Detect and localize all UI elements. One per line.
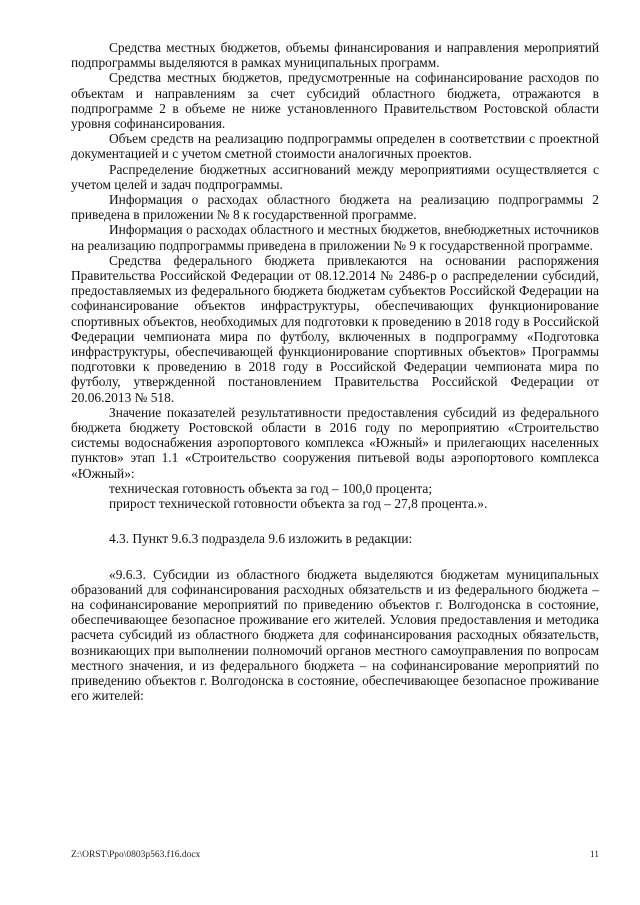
paragraph-performance-indicators: Значение показателей результативности предоставления субсидий из федерального бюджета бюджету Ростовской области в 2016 году по мероприятию «Строительство системы водоснабжения аэропортового комплекса «Южный» и прилегающих населенных пунктов» этап 1.1 «Строительство сооружения питьевой воды аэропортового комплекса «Южный»: [71,404,599,481]
paragraph-cofinancing-local: Средства местных бюджетов, предусмотренные на софинансирование расходов по объектам и направлениям за счет субсидий областного бюджета, отражаются в подпрограмме 2 в объеме не ниже установленного Правительством Ростовской области уровня софинансирования. [71,70,599,132]
paragraph-clause-9-6-3: «9.6.3. Субсидии из областного бюджета выделяются бюджетам муниципальных образований для софинансирования расходных обязательств и из федерального бюджета – на софинансирование мероприятий по приведению объектов г. Волгодонска в состояние, обеспечивающее безопасное проживание его жителей. Условия предоставления и методика расчета субсидий из областного бюджета для софинансирования расходных обязательств, возникающих при выполнении полномочий органов местного самоуправления по вопросам местного значения, и из федерального бюджета – на софинансирование мероприятий по приведению объектов г. Волгодонска в состояние, обеспечивающее безопасное проживание его жителей: [71,566,599,704]
paragraph-federal-funds: Средства федерального бюджета привлекаются на основании распоряжения Правительства Российской Федерации от 08.12.2014 № 2486-р о распределении субсидий, предоставляемых из федерального бюджета бюджетам субъектов Российской Федерации на софинансирование объектов инфраструктуры, обеспечивающих функционирование спортивных объектов, необходимых для подготовки к проведению в 2018 году в Российской Федерации чемпионата мира по футболу, включенных в подпрограмму «Подготовка инфраструктуры, обеспечивающей функционирование спортивных объектов» Программы подготовки к проведению в 2018 году в Российской Федерации чемпионата мира по футболу, утвержденной постановлением Правительства Российской Федерации от 20.06.2013 № 518. [71,252,599,405]
paragraph-regional-expenses: Информация о расходах областного бюджета на реализацию подпрограммы 2 приведена в приложении № 8 к государственной программе. [71,192,599,223]
footer-file-path: Z:\ORST\Ppo\0803p563.f16.docx [71,850,201,860]
footer-page-number: 11 [589,850,599,860]
list-item-readiness-growth: прирост технической готовности объекта за год – 27,8 процента.». [109,496,488,512]
paragraph-allocation: Распределение бюджетных ассигнований между мероприятиями осуществляется с учетом целей и задач подпрограммы. [71,161,599,192]
list-item-technical-readiness: техническая готовность объекта за год – 100,0 процента; [109,480,433,496]
paragraph-funding-volume: Объем средств на реализацию подпрограммы определен в соответствии с проектной документацией и с учетом сметной стоимости аналогичных проектов. [71,131,599,162]
paragraph-amendment-heading: 4.3. Пункт 9.6.3 подраздела 9.6 изложить в редакции: [109,531,413,547]
document-body [71,40,599,703]
paragraph-expenses-info: Информация о расходах областного и местных бюджетов, внебюджетных источников на реализацию подпрограммы приведена в приложении № 9 к государственной программе. [71,222,599,253]
paragraph-local-budgets: Средства местных бюджетов, объемы финансирования и направления мероприятий подпрограммы выделяются в рамках муниципальных программ. [71,40,599,71]
page-footer [71,850,599,860]
